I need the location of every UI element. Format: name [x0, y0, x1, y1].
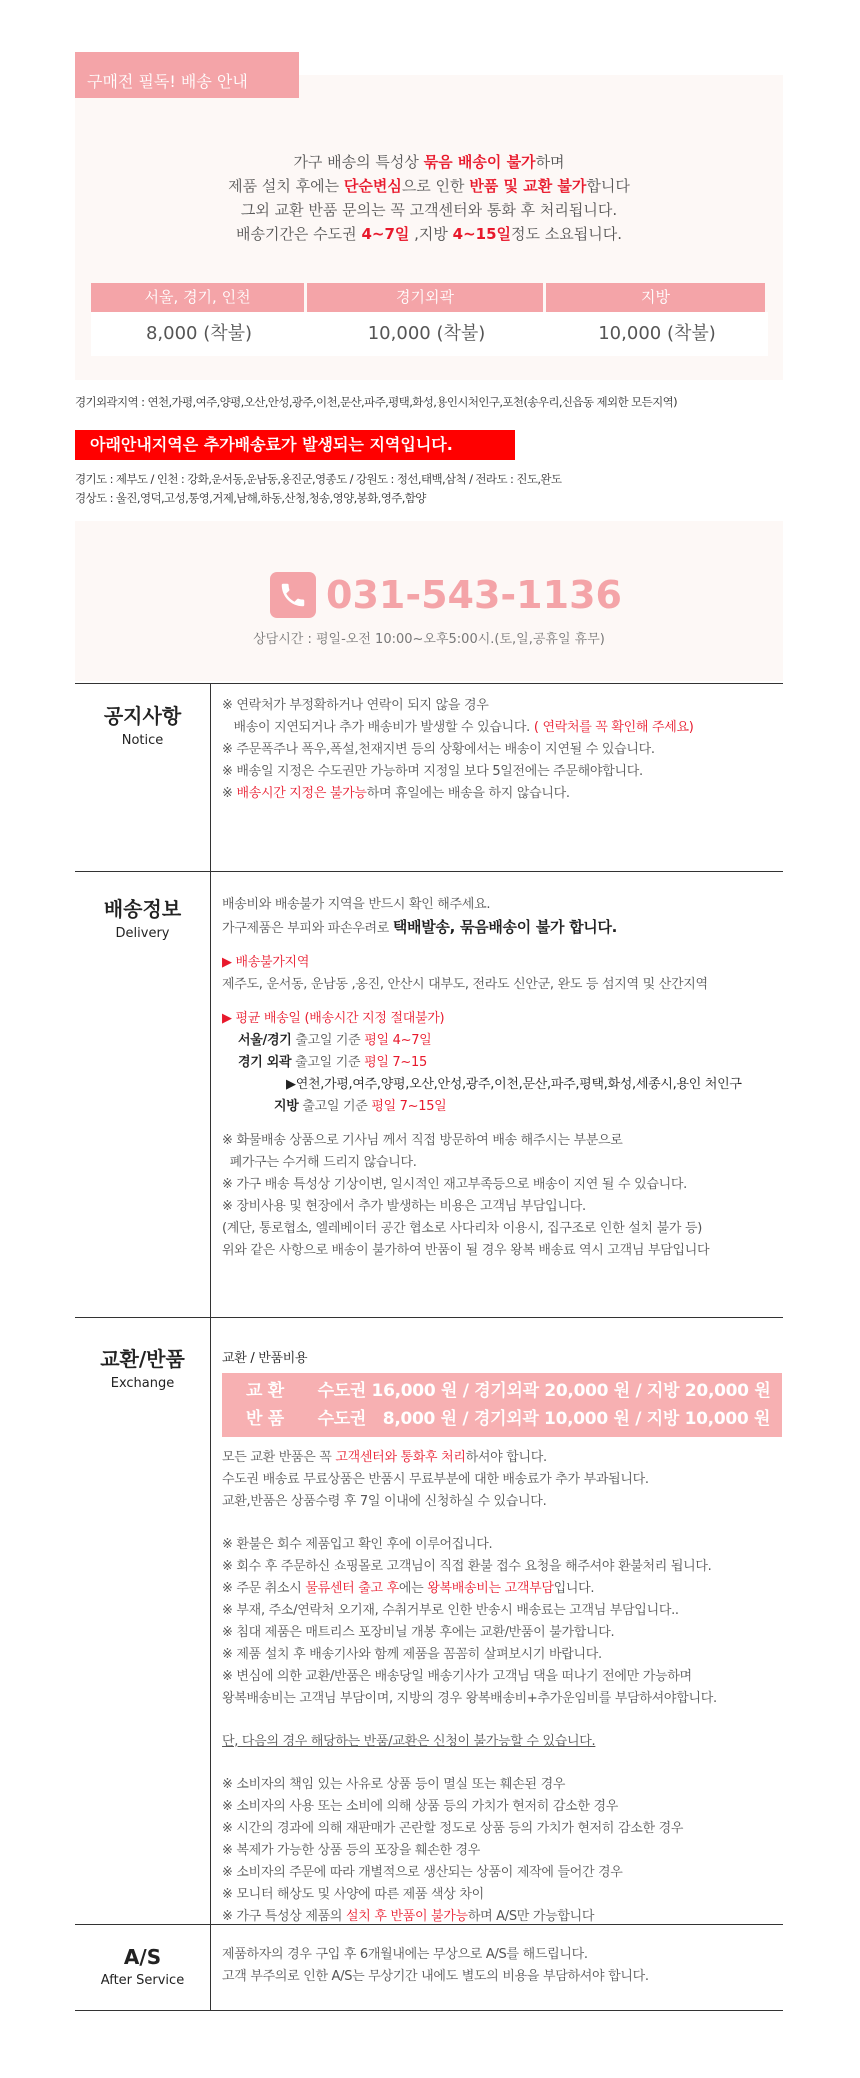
- notice-subtitle: Notice: [121, 733, 164, 748]
- notice-line-2: 제품 설치 후에는 단순변심으로 인한 반품 및 교환 불가합니다: [228, 177, 630, 195]
- exchange-line: 모든 교환 반품은 꼭 고객센터와 통화후 처리하셔야 합니다.: [222, 1450, 547, 1465]
- unavailable-region-heading: ▶ 배송불가지역: [222, 955, 310, 970]
- price-header-outskirts: 경기외곽: [307, 283, 543, 312]
- exchange-exception: ※ 소비자의 사용 또는 소비에 의해 상품 등의 가치가 현저히 감소한 경우: [222, 1799, 618, 1814]
- extra-fee-line-1: 경기도 : 제부도 / 인천 : 강화,운서동,운남동,옹진군,영종도 / 강원도 : 정선,태백,삼척 / 전라도 : 진도,완도: [75, 472, 562, 486]
- exchange-line: ※ 회수 후 주문하신 쇼핑몰로 고객님이 직접 환불 접수 요청을 해주셔야 환불처리 됩니다.: [222, 1559, 712, 1574]
- delivery-line: ※ 가구 배송 특성상 기상이변, 일시적인 재고부족등으로 배송이 지연 될 수 있습니다.: [222, 1177, 687, 1192]
- divider: [75, 871, 783, 872]
- delivery-province: 지방 출고일 기준 평일 7~15일: [274, 1099, 447, 1114]
- column-divider: [210, 683, 211, 2010]
- exchange-line: ※ 변심에 의한 교환/반품은 배송당일 배송기사가 고객님 댁을 떠나기 전에만 가능하며: [222, 1669, 692, 1684]
- as-line: 제품하자의 경우 구입 후 6개월내에는 무상으로 A/S를 해드립니다.: [222, 1947, 588, 1962]
- delivery-line: ※ 장비사용 및 현장에서 추가 발생하는 비용은 고객님 부담입니다.: [222, 1199, 586, 1214]
- outskirts-region-list: 경기외곽지역 : 연천,가평,여주,양평,오산,안성,광주,이천,문산,파주,평택,화성,용인시처인구,포천(송우리,신읍동 제외한 모든지역): [75, 395, 678, 409]
- delivery-seoul: 서울/경기 출고일 기준 평일 4~7일: [238, 1033, 432, 1048]
- notice-section-title: [75, 700, 210, 748]
- extra-fee-regions: [75, 470, 561, 508]
- notice-body: [222, 695, 694, 805]
- exchange-exception: ※ 복제가 가능한 상품 등의 포장을 훼손한 경우: [222, 1843, 481, 1858]
- price-outskirts: 10,000 (착불): [367, 323, 486, 344]
- exchange-line: 교환,반품은 상품수령 후 7일 이내에 신청하실 수 있습니다.: [222, 1494, 547, 1509]
- consult-hours: 상담시간 : 평일-오전 10:00~오후5:00시.(토,일,공휴일 휴무): [253, 632, 605, 647]
- notice-title: 공지사항: [103, 704, 182, 728]
- exchange-exception: ※ 소비자의 책임 있는 사유로 상품 등이 멸실 또는 훼손된 경우: [222, 1777, 566, 1792]
- notice-item: 배송이 지연되거나 추가 배송비가 발생할 수 있습니다. ( 연락처를 꼭 확인해 주세요): [222, 720, 694, 735]
- exchange-line: ※ 침대 제품은 매트리스 포장비닐 개봉 후에는 교환/반품이 불가합니다.: [222, 1625, 615, 1640]
- divider: [75, 2010, 783, 2011]
- exchange-title: 교환/반품: [100, 1347, 185, 1371]
- notice-item: ※ 주문폭주나 폭우,폭설,천재지변 등의 상황에서는 배송이 지연될 수 있습니다.: [222, 742, 655, 757]
- price-province: 10,000 (착불): [598, 323, 716, 344]
- exchange-line: 왕복배송비는 고객님 부담이며, 지방의 경우 왕복배송비+추가운임비를 부담하셔야합니다.: [222, 1691, 717, 1706]
- phone-row: [270, 572, 622, 618]
- phone-number[interactable]: 031-543-1136: [326, 573, 622, 617]
- as-section-title: [75, 1945, 210, 1988]
- exchange-cost-box: [222, 1373, 782, 1437]
- delivery-line: ※ 화물배송 상품으로 기사님 께서 직접 방문하여 배송 해주시는 부분으로: [222, 1133, 623, 1148]
- delivery-body: [222, 894, 742, 1262]
- notice-line-4: 배송기간은 수도권 4~7일 ,지방 4~15일정도 소요됩니다.: [235, 225, 623, 243]
- notice-line-1: 가구 배송의 특성상 묶음 배송이 불가하며: [293, 153, 565, 171]
- exchange-line: ※ 환불은 회수 제품입고 확인 후에 이루어집니다.: [222, 1537, 493, 1552]
- as-subtitle: After Service: [100, 1973, 185, 1988]
- shipping-price-table: [91, 283, 768, 356]
- exchange-line: ※ 주문 취소시 물류센터 출고 후에는 왕복배송비는 고객부담입니다.: [222, 1581, 595, 1596]
- exchange-exception: ※ 모니터 해상도 및 사양에 따른 제품 색상 차이: [222, 1887, 484, 1902]
- exchange-cost-label: 교환 / 반품비용: [222, 1351, 308, 1366]
- exchange-line: ※ 제품 설치 후 배송기사와 함께 제품을 꼼꼼히 살펴보시기 바랍니다.: [222, 1647, 602, 1662]
- delivery-line: 가구제품은 부피와 파손우려로 택배발송, 묶음배송이 불가 합니다.: [222, 918, 618, 936]
- notice-tab: [75, 52, 299, 98]
- extra-fee-line-2: 경상도 : 울진,영덕,고성,통영,거제,남해,하동,산청,청송,영양,봉화,영주,함양: [75, 491, 426, 505]
- price-seoul: 8,000 (착불): [145, 323, 253, 344]
- as-body: [222, 1944, 649, 1988]
- delivery-subtitle: Delivery: [115, 926, 170, 941]
- delivery-outskirts-list: ▶연천,가평,여주,양평,오산,안성,광주,이천,문산,파주,평택,화성,세종시,용인 처인구: [286, 1077, 742, 1092]
- notice-lines: [75, 150, 783, 246]
- phone-icon: [270, 572, 316, 618]
- delivery-line: 위와 같은 사항으로 배송이 불가하여 반품이 될 경우 왕복 배송료 역시 고객님 부담입니다: [222, 1243, 710, 1258]
- extra-fee-banner: 아래안내지역은 추가배송료가 발생되는 지역입니다.: [75, 430, 515, 460]
- notice-item: ※ 배송일 지정은 수도권만 가능하며 지정일 보다 5일전에는 주문해야합니다.: [222, 764, 643, 779]
- price-header-seoul: 서울, 경기, 인천: [91, 283, 304, 312]
- exchange-subtitle: Exchange: [110, 1376, 175, 1391]
- delivery-line: 배송비와 배송불가 지역을 반드시 확인 해주세요.: [222, 897, 491, 912]
- delivery-section-title: [75, 893, 210, 941]
- notice-item: ※ 연락처가 부정확하거나 연락이 되지 않을 경우: [222, 698, 489, 713]
- notice-line-3: 그외 교환 반품 문의는 꼭 고객센터와 통화 후 처리됩니다.: [240, 201, 618, 219]
- unavailable-region-list: 제주도, 운서동, 운남동 ,옹진, 안산시 대부도, 전라도 신안군, 완도 등 섬지역 및 산간지역: [222, 977, 708, 992]
- exchange-exceptions-heading: 단, 다음의 경우 해당하는 반품/교환은 신청이 불가능할 수 있습니다.: [222, 1734, 596, 1749]
- notice-item: ※ 배송시간 지정은 불가능하며 휴일에는 배송을 하지 않습니다.: [222, 786, 570, 801]
- delivery-line: 폐가구는 수거해 드리지 않습니다.: [222, 1155, 417, 1170]
- divider: [75, 1317, 783, 1318]
- return-cost: 반 품 수도권 8,000 원 / 경기외곽 10,000 원 / 지방 10,000 원: [246, 1409, 771, 1429]
- as-title: A/S: [123, 1945, 162, 1969]
- exchange-exception: ※ 소비자의 주문에 따라 개별적으로 생산되는 상품이 제작에 들어간 경우: [222, 1865, 623, 1880]
- exchange-exception: ※ 가구 특성상 제품의 설치 후 반품이 불가능하며 A/S만 가능합니다: [222, 1909, 595, 1924]
- as-line: 고객 부주의로 인한 A/S는 무상기간 내에도 별도의 비용을 부담하셔야 합니다.: [222, 1969, 649, 1984]
- exchange-line: ※ 부재, 주소/연락처 오기재, 수취거부로 인한 반송시 배송료는 고객님 부담입니다..: [222, 1603, 679, 1618]
- average-delivery-heading: ▶ 평균 배송일 (배송시간 지정 절대불가): [222, 1011, 445, 1026]
- exchange-line: 수도권 배송료 무료상품은 반품시 무료부분에 대한 배송료가 추가 부과됩니다.: [222, 1472, 649, 1487]
- exchange-section-title: [75, 1343, 210, 1391]
- divider: [75, 683, 783, 684]
- delivery-line: (계단, 통로협소, 엘레베이터 공간 협소로 사다리차 이용시, 집구조로 인한 설치 불가 등): [222, 1221, 702, 1236]
- delivery-outskirts: 경기 외곽 출고일 기준 평일 7~15: [238, 1055, 427, 1070]
- price-header-province: 지방: [546, 283, 765, 312]
- exchange-exception: ※ 시간의 경과에 의해 재판매가 곤란할 정도로 상품 등의 가치가 현저히 감소한 경우: [222, 1821, 684, 1836]
- notice-tab-label: 구매전 필독! 배송 안내: [87, 72, 248, 91]
- exchange-body: [222, 1348, 782, 1928]
- delivery-title: 배송정보: [103, 897, 182, 921]
- exchange-cost: 교 환 수도권 16,000 원 / 경기외곽 20,000 원 / 지방 20,000 원: [246, 1381, 771, 1401]
